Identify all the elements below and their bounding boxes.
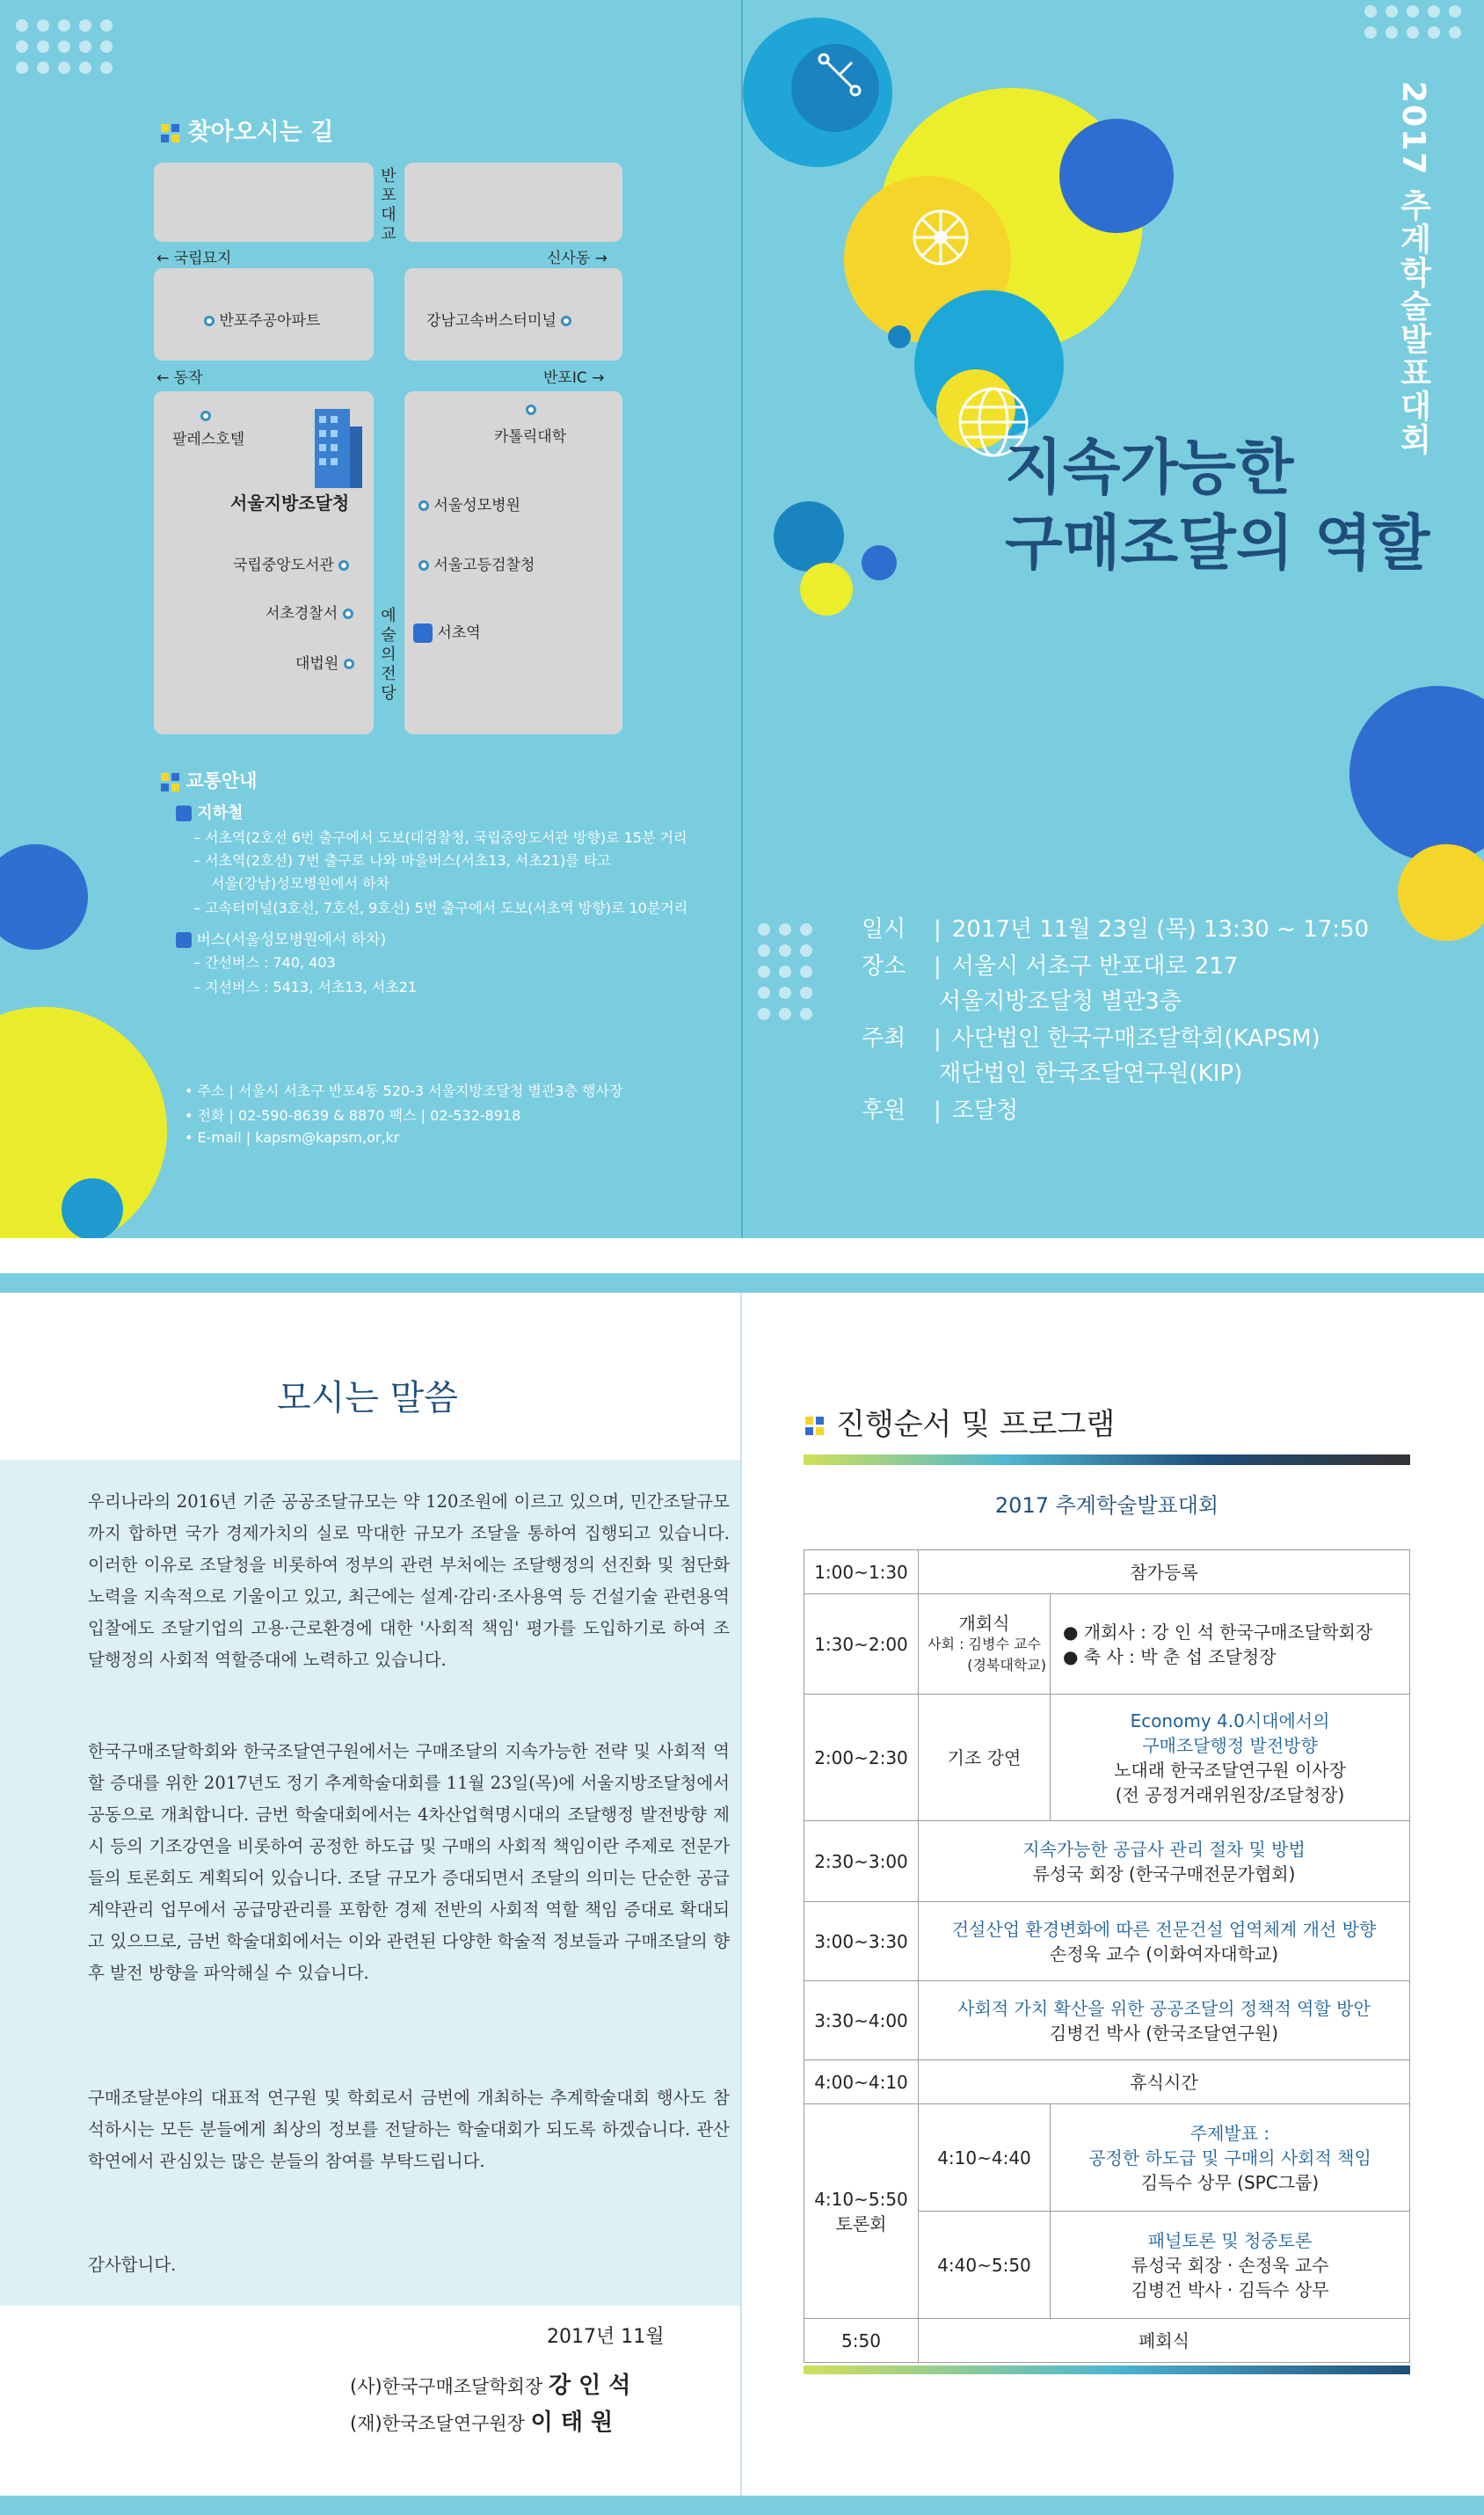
place-catholic-univ: 카톨릭대학 [494,428,567,446]
transport-title: 교통안내 [161,767,257,793]
place-palace-hotel: 팔레스호텔 [172,431,245,448]
section-icon [161,773,179,791]
fold-line [741,0,743,1238]
letter-paragraph-1: 우리나라의 2016년 기준 공공조달규모는 약 120조원에 이르고 있으며, 민간조달규모까지 합하면 국가 경제가치의 실로 막대한 규모가 조달을 통하여 집행되고 있습니다. 이러한 이유로 조달청을 비롯하여 정부의 관련 부처에는 조달행정의 선진화 및 첨단화 노력을 지속적으로 기울이고 있고, 최근에는 설계·감리·조사용역 등 건설기술 관련용역 입찰에도 조달기업의 고용·근로환경에 대한 '사회적 책임' 평가를 도입하기로 하여 조달행정의 사회적 역할증대에 노력하고 있습니다. [88,1491,730,1670]
decor-circle [800,563,853,616]
table-row: 4:00~4:10 휴식시간 [804,2060,1410,2104]
table-row: 3:00~3:30 건설산업 환경변화에 따른 전문건설 업역체계 개선 방향 손정욱 교수 (이화여자대학교) [804,1902,1410,1981]
pin-icon [561,316,571,326]
forum-panel: 패널토론 및 청중토론 류성국 회장 · 손정욱 교수 김병건 박사 · 김득수 상무 [1051,2212,1410,2319]
main-title [1005,431,1430,582]
table-row: 4:40~5:50 패널토론 및 청중토론 류성국 회장 · 손정욱 교수 김병건 박사 · 김득수 상무 [804,2212,1410,2319]
forum-time: 4:10~5:50 토론회 [804,2104,919,2319]
letter-title: 모시는 말씀 [277,1378,458,1418]
table-row: 2:30~3:00 지속가능한 공급사 관리 절차 및 방법 류성국 회장 (한국구매전문가협회) [804,1821,1410,1902]
letter-paragraph-2: 한국구매조달학회와 한국조달연구원에서는 구매조달의 지속가능한 전략 및 사회적 역할 증대를 위한 2017년도 정기 추계학술대회를 11월 23일(목)에 서울지방조달청에서 공동으로 개최합니다. 금번 학술대회에서는 4차산업혁명시대의 조달행정 발전방향 제시 등의 기조강연을 비롯하여 공정한 하도급 및 구매의 사회적 책임이란 주제로 전문가들의 토론회도 계획되어 있습니다. 조달 규모가 증대되면서 조달의 의미는 단순한 공급계약관리 업무에서 공급망관리를 포함한 경제 전반의 사회적 역할 책임 증대로 확대되고 있으므로, 금번 학술대회에서는 이와 관련된 다양한 학술적 정보들과 구매조달의 향후 발전 방향을 파악해실 수 있습니다. [88,1741,730,1983]
contact-phone: • 전화 | 02-590-8639 & 8870 팩스 | 02-532-8918 [185,1107,521,1124]
pin-icon [344,659,354,669]
table-row: 5:50 폐회식 [804,2319,1410,2363]
table-row: 2:00~2:30 기조 강연 Economy 4.0시대에서의 구매조달행정 발전방향 노대래 한국조달연구원 이사장 (전 공정거래위원장/조달청장) [804,1695,1410,1821]
place-terminal: 강남고속버스터미널 [426,308,571,330]
subway-line: – 서초역(2호선) 7번 출구로 나와 마을버스(서초13, 서초21)를 타고 [193,852,611,869]
pin-icon [343,609,353,619]
vertical-event-title: 2017 추계학술발표대회 [1395,81,1431,456]
subway-line: – 고속터미널(3호선, 7호선, 9호선) 5번 출구에서 도보(서초역 방향)로 10분거리 [193,900,688,916]
subway-line: 서울(강남)성모병원에서 하차 [211,875,390,892]
road-arrow-national-cemetery: ← 국립묘지 [156,250,232,267]
pin-icon [526,401,536,419]
pin-icon [418,560,429,571]
detail-venue-line2: 서울지방조달청 별관3층 [939,988,1182,1015]
signature-2: (재)한국조달연구원장 이 태 원 [350,2409,614,2436]
table-row: 3:30~4:00 사회적 가치 확산을 위한 공공조달의 정책적 역할 방안 김병건 박사 (한국조달연구원) [804,1981,1410,2060]
contact-address: • 주소 | 서울시 서초구 반포4동 520-3 서울지방조달청 별관3층 행사장 [185,1083,623,1099]
bus-title: 버스(서울성모병원에서 하차) [176,927,386,949]
road-arrow-sinsa: 신사동 → [547,250,607,267]
road-arrow-banpo-ic: 반포IC → [543,369,605,387]
road-arts-center: 예술의전당 [381,607,396,703]
bus-icon [176,932,192,948]
decor-circle [774,501,844,572]
road-banpo-bridge: 반포대교 [381,167,396,244]
detail-host-line2: 재단법인 한국조달연구원(KIP) [939,1061,1243,1087]
decor-dots-left [16,19,113,74]
map-block [404,163,622,242]
bus-line: – 간선버스 : 740, 403 [193,954,336,971]
detail-date: 일시 | 2017년 11월 23일 (목) 13:30 ~ 17:50 [862,916,1370,943]
detail-venue: 장소 | 서울시 서초구 반포대로 217 [862,953,1239,980]
keynote-cell: Economy 4.0시대에서의 구매조달행정 발전방향 노대래 한국조달연구원 이사장 (전 공정거래위원장/조달청장) [1051,1695,1410,1821]
session-cell: 지속가능한 공급사 관리 절차 및 방법 류성국 회장 (한국구매전문가협회) [919,1821,1410,1902]
decor-circle [888,325,911,348]
main-title-line2: 구매조달의 역할 [1005,509,1430,579]
place-st-mary: 서울성모병원 [418,492,520,514]
section-icon [805,1417,824,1435]
detail-host: 주최 | 사단법인 한국구매조달학회(KAPSM) [862,1025,1320,1052]
directions-title: 찾아오시는 길 [161,113,333,147]
place-police: 서초경찰서 [266,601,353,623]
subway-title: 지하철 [176,800,243,823]
contact-email: • E-mail | kapsm@kapsm,or,kr [185,1129,400,1146]
map-block [154,163,374,242]
program-title-rule [804,1454,1410,1465]
place-banpo-apt: 반포주공아파트 [204,308,320,330]
program-title: 진행순서 및 프로그램 [805,1400,1115,1443]
decor-circle [862,545,897,580]
decor-circle [62,1178,123,1238]
subway-icon [413,623,433,643]
pin-icon [338,560,349,571]
pin-icon [200,407,211,425]
opening-items: ● 개회사 : 강 인 석 한국구매조달학회장 ● 축 사 : 박 춘 섭 조달청장 [1051,1594,1410,1695]
decor-dots-right [1364,5,1461,39]
fold-line [740,1293,742,2496]
signature-1: (사)한국구매조달학회장 강 인 석 [350,2373,631,2399]
subway-icon [176,806,192,821]
decor-dots-mid [758,923,812,1020]
opening-label: 개회식 사회 : 김병수 교수 (경북대학교) [919,1594,1051,1695]
decor-circle [1398,844,1484,941]
table-row: 1:00~1:30 참가등록 [804,1550,1410,1594]
place-pps: 서울지방조달청 [230,492,350,514]
circuit-icon [813,48,866,101]
decor-circle [0,844,88,950]
session-cell: 건설산업 환경변화에 따른 전문건설 업역체계 개선 방향 손정욱 교수 (이화여자대학교) [919,1902,1410,1981]
letter-paragraph-4: 감사합니다. [88,2255,177,2275]
network-icon [906,202,976,273]
program-subtitle: 2017 추계학술발표대회 [994,1493,1219,1518]
bus-line: – 지선버스 : 5413, 서초13, 서초21 [193,979,418,995]
main-title-line1: 지속가능한 [1005,434,1294,503]
letter-paragraph-3: 구매조달분야의 대표적 연구원 및 학회로서 금번에 개최하는 추계학술대회 행사도 참석하시는 모든 분들에게 최상의 정보를 전달하는 학술대회가 되도록 하겠습니다. 관산학연에서 관심있는 많은 분들의 참여를 부탁드립니다. [88,2088,730,2171]
pin-icon [204,316,215,326]
detail-sponsor: 후원 | 조달청 [862,1097,1019,1124]
place-court: 대법원 [295,651,354,673]
letter-date: 2017년 11월 [547,2326,665,2348]
subway-line: – 서초역(2호선 6번 출구에서 도보(대검찰청, 국립중앙도서관 방향)로 15분 거리 [193,829,687,846]
place-station: 서초역 [413,620,481,643]
section-icon [161,124,179,142]
place-library: 국립중앙도서관 [233,552,349,574]
building-icon [309,400,366,488]
program-table [804,1549,1410,2363]
place-prosecutor: 서울고등검찰청 [418,552,535,574]
cover-spread [0,0,1484,1238]
pin-icon [418,500,429,511]
decor-circle [1349,686,1484,862]
table-row: 1:30~2:00 개회식 사회 : 김병수 교수 (경북대학교) ● 개회사 : 강 인 석 한국구매조달학회장 ● 축 사 : 박 춘 섭 조달청장 [804,1594,1410,1695]
session-cell: 사회적 가치 확산을 위한 공공조달의 정책적 역할 방안 김병건 박사 (한국조달연구원) [919,1981,1410,2060]
forum-presentation: 주제발표 : 공정한 하도급 및 구매의 사회적 책임 김득수 상무 (SPC그룹) [1051,2104,1410,2212]
program-bottom-rule [804,2366,1410,2374]
decor-circle [1059,119,1174,233]
road-arrow-dongjak: ← 동작 [156,369,203,387]
table-row: 4:10~5:50 토론회 4:10~4:40 주제발표 : 공정한 하도급 및 구매의 사회적 책임 김득수 상무 (SPC그룹) [804,2104,1410,2212]
